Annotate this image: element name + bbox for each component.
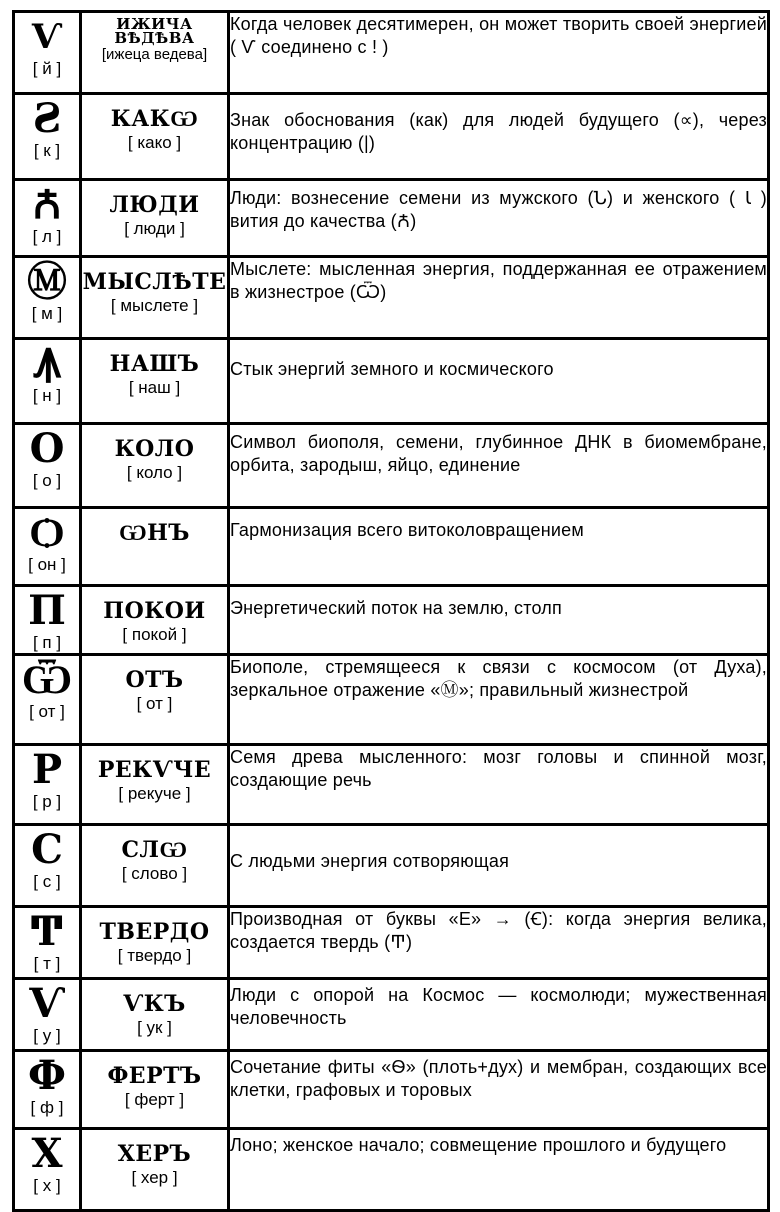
glyph-cell [14, 586, 81, 655]
letter-description: Энергетический поток на землю, столп [230, 598, 562, 618]
letter-glyph: Ѿ [21, 656, 73, 703]
description-cell [229, 655, 769, 745]
letter-glyph: Х [31, 1130, 63, 1177]
letter-name-modern: [ коло ] [126, 463, 183, 482]
letter-row [14, 424, 769, 508]
letter-name-old: ЛЮДИ [109, 192, 200, 218]
letter-row [14, 339, 769, 424]
letter-glyph: Р [31, 746, 63, 793]
glyph-cell [14, 508, 81, 586]
word-cell [81, 1129, 229, 1211]
letter-sound-label: [ р ] [32, 792, 62, 811]
word-cell [81, 586, 229, 655]
letter-glyph: Ѵ [28, 980, 66, 1027]
letter-sound-label: [ н ] [32, 386, 62, 405]
word-cell [81, 339, 229, 424]
word-cell [81, 12, 229, 94]
letter-sound-label: [ о ] [32, 471, 62, 490]
letter-name-modern: [ хер ] [131, 1168, 178, 1187]
letter-row [14, 1051, 769, 1129]
letter-glyph: Ѵ [31, 17, 63, 57]
letter-sound-label: [ он ] [28, 555, 66, 574]
description-cell [229, 745, 769, 825]
letter-row [14, 586, 769, 655]
word-cell [81, 979, 229, 1051]
letter-name-old: РЕКѴЧЕ [97, 757, 212, 783]
description-cell [229, 1051, 769, 1129]
letter-row [14, 180, 769, 257]
word-cell [81, 257, 229, 339]
description-cell [229, 979, 769, 1051]
letter-row [14, 979, 769, 1051]
letter-description: Символ биополя, семени, глубинное ДНК в биомембране, орбита, зародыш, яйцо, единение [230, 432, 767, 475]
letter-name-old: ФЕРТЪ [107, 1063, 202, 1089]
word-cell [81, 180, 229, 257]
letter-name-old: КАКѠ [110, 106, 199, 132]
letter-name-old: НАШЪ [109, 351, 200, 377]
letter-row [14, 907, 769, 979]
word-cell [81, 424, 229, 508]
word-cell [81, 745, 229, 825]
description-cell [229, 257, 769, 339]
letter-description: Сочетание фиты «Ѳ» (плоть+дух) и мембран, создающих все клетки, графовых и торовых [230, 1057, 767, 1100]
letter-row [14, 825, 769, 907]
description-cell [229, 825, 769, 907]
letter-description: Производная от буквы «Е» → (Ꞓ): когда энергия велика, создается твердь (Ͳ) [230, 909, 767, 952]
letter-description: Гармонизация всего витоколовращением [230, 520, 584, 540]
letter-description: Когда человек десятимерен, он может творить своей энергией ( Ѵ соединено с ! ) [230, 14, 767, 57]
glyph-cell [14, 1129, 81, 1211]
description-cell [229, 508, 769, 586]
letter-name-modern: [ слово ] [121, 864, 188, 883]
letter-description: Семя древа мысленного: мозг головы и спинной мозг, создающие речь [230, 747, 767, 790]
letter-row [14, 655, 769, 745]
letters-table [12, 10, 770, 1212]
letter-row [14, 257, 769, 339]
description-cell [229, 424, 769, 508]
letter-row [14, 12, 769, 94]
letters-sheet [12, 10, 770, 1212]
letter-name-old: ПОКОИ [103, 598, 206, 624]
glyph-cell [14, 12, 81, 94]
letter-sound-label: [ л ] [32, 227, 62, 246]
description-cell [229, 12, 769, 94]
letter-row [14, 745, 769, 825]
letter-name-old: ХЕРЪ [117, 1141, 192, 1167]
letter-glyph: Ꙉ [32, 181, 62, 228]
letter-description: Стык энергий земного и космического [230, 359, 554, 379]
letter-name-modern: [ покой ] [122, 625, 187, 644]
word-cell [81, 907, 229, 979]
letter-name-old: ИЖИЧА ВѢДѢВА [114, 15, 195, 47]
letter-row [14, 1129, 769, 1211]
letter-glyph: Ꙟ [33, 340, 61, 387]
letter-description: Мыслете: мысленная энергия, поддержанная ее отражением в жизнестрое (Ѿ) [230, 259, 767, 302]
glyph-cell [14, 257, 81, 339]
letter-glyph: Ϲ [31, 826, 63, 873]
letter-name-modern: [ како ] [127, 133, 182, 152]
letter-sound-label: [ м ] [31, 304, 63, 323]
glyph-cell [14, 655, 81, 745]
word-cell [81, 825, 229, 907]
letter-row [14, 94, 769, 180]
letter-name-modern: [ ферт ] [124, 1090, 185, 1109]
description-cell [229, 339, 769, 424]
letter-glyph: Ͳ [30, 908, 64, 955]
letter-description: Лоно; женское начало; совмещение прошлого и будущего [230, 1135, 727, 1155]
letter-name-old: КОЛО [114, 436, 195, 462]
letter-name-old: ТВЕРДО [99, 919, 210, 945]
word-cell [81, 655, 229, 745]
letter-glyph: Ф [28, 1052, 66, 1099]
glyph-cell [14, 94, 81, 180]
description-cell [229, 94, 769, 180]
letter-sound-label: [ т ] [33, 954, 61, 973]
description-cell [229, 180, 769, 257]
glyph-cell [14, 180, 81, 257]
description-cell [229, 907, 769, 979]
letter-row [14, 508, 769, 586]
glyph-cell [14, 825, 81, 907]
letter-description: Люди: вознесение семени из мужского (Ն) и женского ( Ꙇ ) вития до качества (Ꙉ) [230, 188, 767, 231]
letter-glyph: Ⓜ [27, 258, 67, 305]
letter-sound-label: [ к ] [33, 141, 61, 160]
glyph-cell [14, 1051, 81, 1129]
letter-name-modern: [ мыслете ] [110, 296, 199, 315]
glyph-cell [14, 424, 81, 508]
letter-name-modern: [ рекуче ] [118, 784, 191, 803]
letter-glyph: О [29, 425, 65, 472]
word-cell [81, 94, 229, 180]
letter-name-modern: [ ук ] [137, 1018, 172, 1037]
letter-name-old: ѴКЪ [123, 991, 186, 1017]
letter-sound-label: [ у ] [33, 1026, 61, 1045]
letter-sound-label: [ й ] [32, 59, 62, 78]
letter-sound-label: [ п ] [32, 633, 62, 652]
letter-name-old: ѠНЪ [119, 520, 190, 546]
letter-sound-label: [ от ] [29, 702, 65, 721]
word-cell [81, 1051, 229, 1129]
letter-name-modern: [ наш ] [128, 378, 181, 397]
letter-name-modern: [ от ] [136, 694, 173, 713]
letter-description: С людьми энергия сотворяющая [230, 851, 510, 871]
word-cell [81, 508, 229, 586]
letter-sound-label: [ ф ] [30, 1098, 64, 1117]
letter-glyph: Ꙅ [32, 95, 62, 142]
letter-glyph: Ѻ [30, 509, 64, 556]
letter-glyph: П [28, 587, 66, 634]
letter-name-old: МЫСЛѢТЕ [82, 269, 227, 295]
letter-sound-label: [ с ] [33, 872, 61, 891]
letter-name-old: СЛѠ [121, 837, 188, 863]
letter-name-old: ОТЪ [125, 667, 184, 693]
letter-name-modern: [ твердо ] [117, 946, 192, 965]
glyph-cell [14, 907, 81, 979]
glyph-cell [14, 339, 81, 424]
letter-description: Люди с опорой на Космос — космолюди; мужественная человечность [230, 985, 767, 1028]
glyph-cell [14, 979, 81, 1051]
glyph-cell [14, 745, 81, 825]
letter-description: Знак обоснования (как) для людей будущего (∝), через концентрацию (|) [230, 110, 767, 153]
letter-name-modern: [ижеца ведева] [101, 46, 208, 63]
letter-description: Биополе, стремящееся к связи с космосом (от Духа), зеркальное отражение «Ⓜ»; правильный жизнестрой [230, 657, 767, 700]
letter-name-modern: [ люди ] [124, 219, 185, 238]
description-cell [229, 1129, 769, 1211]
description-cell [229, 586, 769, 655]
letter-sound-label: [ х ] [33, 1176, 61, 1195]
